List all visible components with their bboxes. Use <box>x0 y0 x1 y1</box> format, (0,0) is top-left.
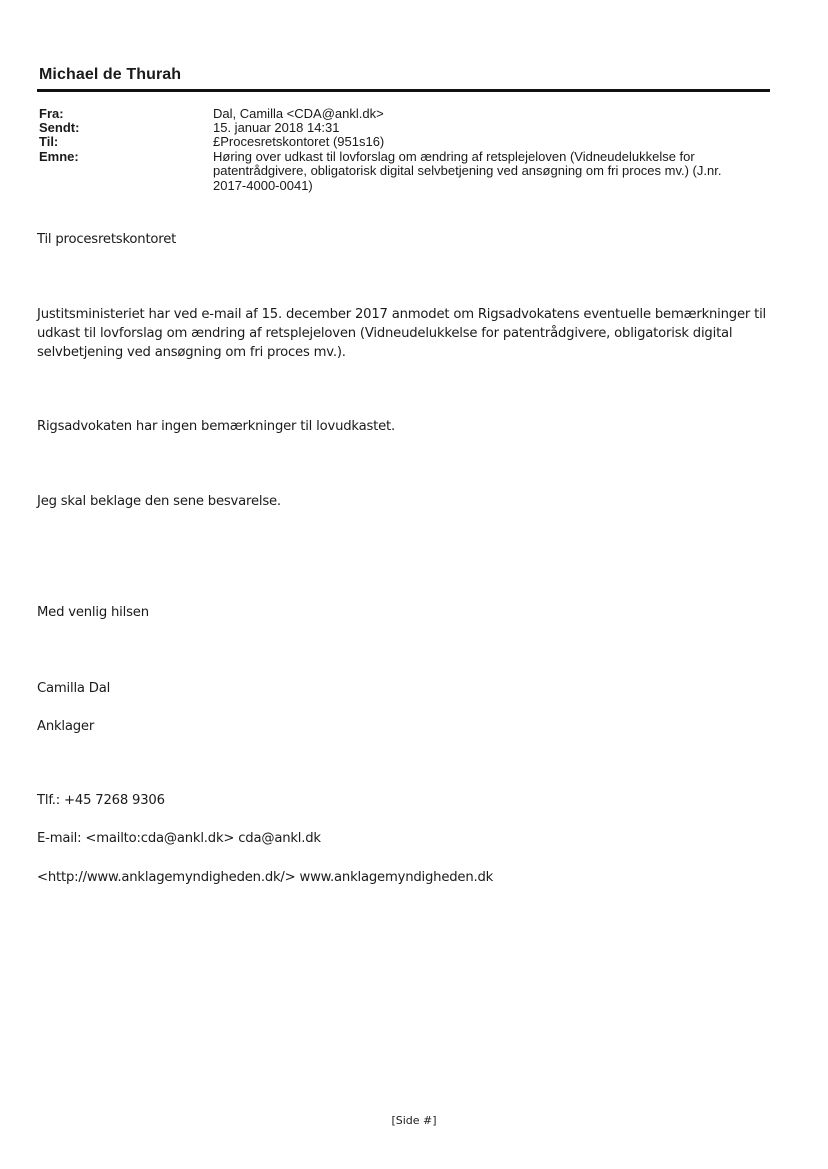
paragraph-1-line-3: selvbetjening ved ansøgning om fri proces mv.). <box>37 345 346 360</box>
closing: Med venlig hilsen <box>37 605 149 620</box>
subject-line-2: patentrådgivere, obligatorisk digital selvbetjening ved ansøgning om fri proces mv.) (J.nr. <box>213 163 722 178</box>
sent-value: 15. januar 2018 14:31 <box>213 120 340 135</box>
subject-line-3: 2017-4000-0041) <box>213 178 313 193</box>
greeting: Til procesretskontoret <box>37 232 177 247</box>
from-label: Fra: <box>39 106 64 121</box>
website-link[interactable]: <http://www.anklagemyndigheden.dk/> www.anklagemyndigheden.dk <box>37 870 494 885</box>
signature-name: Camilla Dal <box>37 681 111 696</box>
page-footer: [Side #] <box>391 1114 437 1127</box>
from-value: Dal, Camilla <CDA@ankl.dk> <box>213 106 384 121</box>
paragraph-1-line-2: udkast til lovforslag om ændring af retsplejeloven (Vidneudelukkelse for patentrådgivere, obligatorisk digital <box>37 326 733 341</box>
paragraph-2: Rigsadvokaten har ingen bemærkninger til lovudkastet. <box>37 419 395 434</box>
to-label: Til: <box>39 134 59 149</box>
paragraph-3: Jeg skal beklage den sene besvarelse. <box>37 494 281 509</box>
header-rule <box>37 89 770 92</box>
paragraph-1-line-1: Justitsministeriet har ved e-mail af 15. december 2017 anmodet om Rigsadvokatens eventuelle bemærkninger til <box>37 307 766 322</box>
subject-label: Emne: <box>39 149 79 164</box>
phone: Tlf.: +45 7268 9306 <box>37 793 165 808</box>
subject-line-1: Høring over udkast til lovforslag om ændring af retsplejeloven (Vidneudelukkelse for <box>213 149 695 164</box>
signature-title: Anklager <box>37 719 95 734</box>
email-link[interactable]: E-mail: <mailto:cda@ankl.dk> cda@ankl.dk <box>37 831 321 846</box>
to-value: £Procesretskontoret (951s16) <box>213 134 385 149</box>
sent-label: Sendt: <box>39 120 80 135</box>
mailbox-owner: Michael de Thurah <box>39 66 182 83</box>
